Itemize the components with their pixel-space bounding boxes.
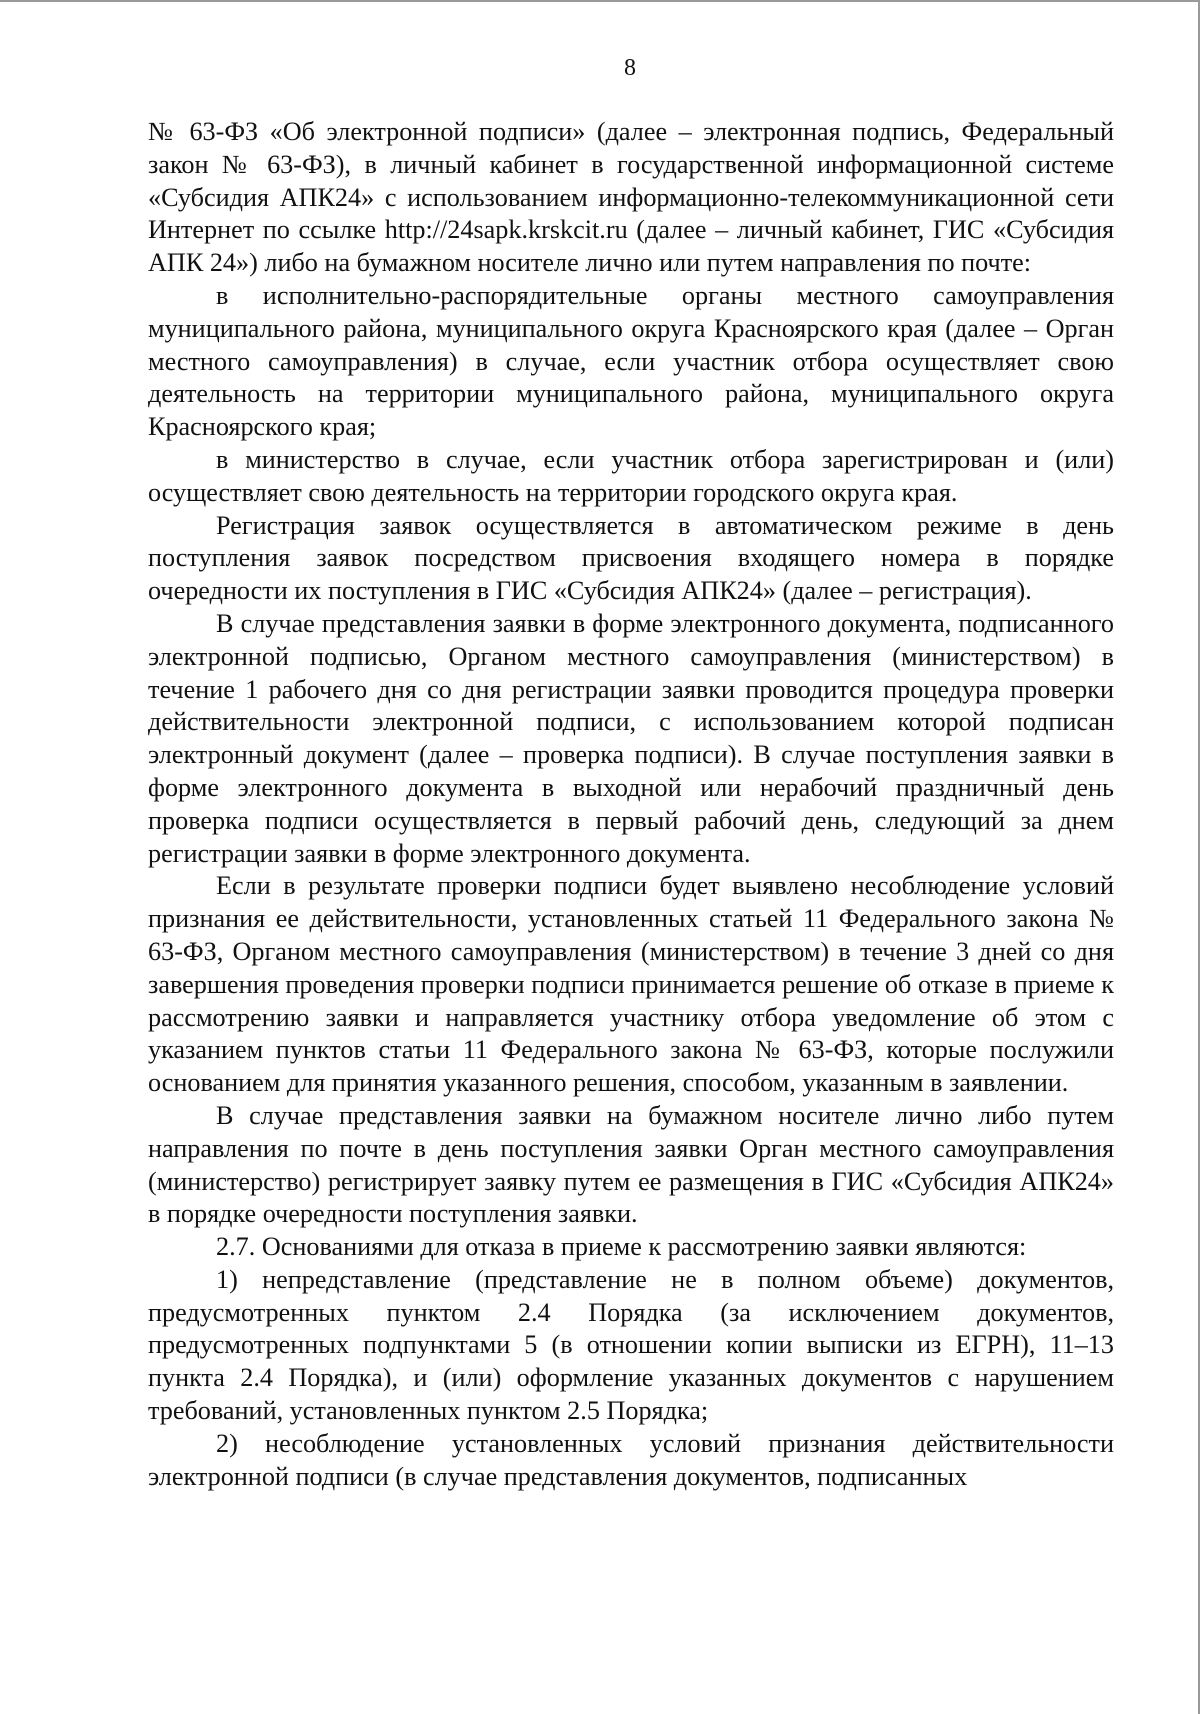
page-number: 8	[624, 55, 636, 81]
paragraph-ministry: в министерство в случае, если участник отбора зарегистрирован и (или) осуществляет свою деятельность на территории городского округа края.	[148, 444, 1114, 507]
paragraph-registration: Регистрация заявок осуществляется в автоматическом режиме в день поступления заявок посредством присвоения входящего номера в порядке очередности их поступления в ГИС «Субсидия АПК24» (далее – регистрация).	[148, 510, 1114, 606]
document-body	[148, 116, 1114, 1493]
list-item-2: 2) несоблюдение установленных условий признания действительности электронной подписи (в случае представления документов, подписанных	[148, 1428, 1114, 1491]
paragraph-local-government: в исполнительно-распорядительные органы местного самоуправления муниципального района, муниципального округа Красноярского края (далее – Орган местного самоуправления) в случае, если участник отбора осуществляет свою деятельность на территории муниципального района, муниципального округа Красноярского края;	[148, 280, 1114, 442]
paragraph-continuation: № 63-ФЗ «Об электронной подписи» (далее – электронная подпись, Федеральный закон № 63-ФЗ), в личный кабинет в государственной информационной системе «Субсидия АПК24» с использованием информационно-телекоммуникационной сети Интернет по ссылке http://24sapk.krskcit.ru (далее – личный кабинет, ГИС «Субсидия АПК 24») либо на бумажном носителе лично или путем направления по почте:	[148, 117, 1114, 278]
paragraph-paper-submission: В случае представления заявки на бумажном носителе лично либо путем направления по почте в день поступления заявки Орган местного самоуправления (министерство) регистрирует заявку путем ее размещения в ГИС «Субсидия АПК24» в порядке очередности поступления заявки.	[148, 1100, 1114, 1229]
list-item-1: 1) непредставление (представление не в полном объеме) документов, предусмотренных пунктом 2.4 Порядка (за исключением документов, предусмотренных подпунктами 5 (в отношении копии выписки из ЕГРН), 11–13 пункта 2.4 Порядка), и (или) оформление указанных документов с нарушением требований, установленных пунктом 2.5 Порядка;	[148, 1264, 1114, 1426]
paragraph-section-2-7: 2.7. Основаниями для отказа в приеме к рассмотрению заявки являются:	[216, 1232, 1027, 1262]
paragraph-signature-check: В случае представления заявки в форме электронного документа, подписанного электронной подписью, Органом местного самоуправления (министерством) в течение 1 рабочего дня со дня регистрации заявки проводится процедура проверки действительности электронной подписи, с использованием которой подписан электронный документ (далее – проверка подписи). В случае поступления заявки в форме электронного документа в выходной или нерабочий праздничный день проверка подписи осуществляется в первый рабочий день, следующий за днем регистрации заявки в форме электронного документа.	[148, 608, 1114, 868]
paragraph-check-failure: Если в результате проверки подписи будет выявлено несоблюдение условий признания ее действительности, установленных статьей 11 Федерального закона № 63-ФЗ, Органом местного самоуправления (министерством) в течение 3 дней со дня завершения проведения проверки подписи принимается решение об отказе в приеме к рассмотрению заявки и направляется участнику отбора уведомление об этом с указанием пунктов статьи 11 Федерального закона № 63-ФЗ, которые послужили основанием для принятия указанного решения, способом, указанным в заявлении.	[148, 871, 1114, 1098]
